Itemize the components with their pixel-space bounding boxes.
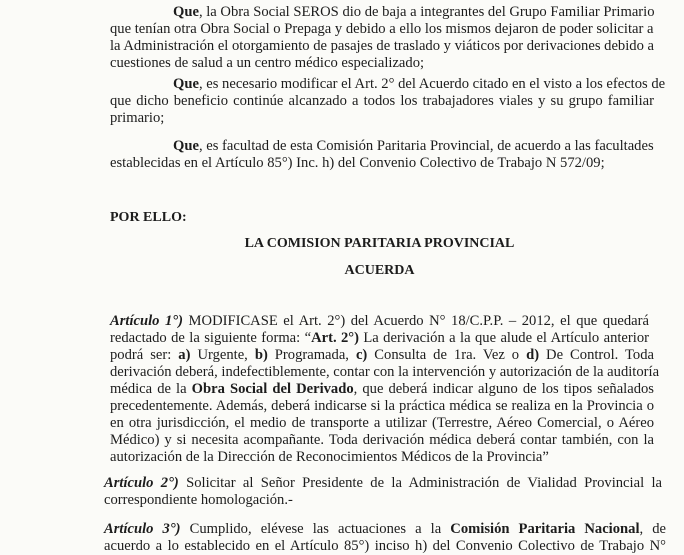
articulo-1-line-8: Médico) y si necesita acompañante. Toda derivación médica deberá contar también, con la: [110, 432, 654, 448]
considerando-2-line-2: que dicho beneficio continúe alcanzado a todos los trabajadores viales y su grupo familiar: [110, 93, 654, 109]
text: Comisión Paritaria Nacional: [450, 521, 640, 537]
articulo-1-line-4: derivación deberá, indefectiblemente, contar con la intervención y autorización de la auditoría: [110, 364, 660, 380]
text: a): [178, 347, 191, 363]
considerando-1-line-1: [173, 4, 655, 21]
articulo-1-label: Artículo 1°): [110, 313, 184, 329]
text: , la Obra Social SEROS dio de baja a integrantes del Grupo Familiar Primario: [198, 4, 655, 20]
acuerda-heading: ACUERDA: [344, 263, 415, 278]
text: b): [254, 347, 268, 363]
articulo-1-line-7: en otra jurisdicción, el medio de transporte a utilizar (Terrestre, Aéreo Comercial, o Aéreo: [110, 415, 654, 431]
articulo-1-line-9: autorización de la Dirección de Reconocimientos Médicos de la Provincia”: [110, 449, 549, 465]
considerando-1-line-4: cuestiones de salud a un centro médico especializado;: [110, 55, 425, 71]
text: podrá ser:: [110, 347, 179, 363]
text: Art. 2°): [311, 330, 359, 346]
articulo-2-line-1: [104, 475, 662, 492]
text: De Control. Toda: [539, 347, 654, 363]
articulo-1-line-1: [110, 313, 649, 330]
articulo-1-line-5: [110, 381, 654, 398]
considerando-3-line-1: [173, 138, 654, 155]
text: Urgente,: [190, 347, 255, 363]
articulo-1-line-6: precedentemente. Además, deberá indicarse si la práctica médica se realiza en la Provincia o: [110, 398, 654, 414]
text: médica de la: [110, 381, 192, 397]
articulo-1-line-2: [110, 330, 649, 347]
articulo-2-line-2: correspondiente homologación.-: [104, 492, 293, 508]
text: c): [355, 347, 368, 363]
considerando-1-line-3: la Administración el otorgamiento de pasajes de traslado y viáticos por derivaciones debido a: [110, 38, 655, 54]
text: Programada,: [267, 347, 356, 363]
text: , es necesario modificar el Art. 2° del Acuerdo citado en el visto a los efectos de: [198, 76, 666, 92]
articulo-3-line-2: acuerdo a lo establecido en el Artículo 85°) inciso h) del Convenio Colectivo de Trabajo N°: [104, 538, 666, 554]
considerando-1-line-2: que tenían otra Obra Social o Prepaga y debido a ello los mismos dejaron de poder solicitar a: [110, 21, 654, 37]
que-lead: Que: [173, 4, 199, 20]
articulo-1-line-3: [110, 347, 654, 364]
que-lead: Que: [173, 138, 199, 154]
comision-heading: LA COMISION PARITARIA PROVINCIAL: [244, 236, 515, 251]
text: MODIFICASE el Art. 2°) del Acuerdo N° 18/C.P.P. – 2012, el que quedará: [183, 313, 649, 329]
text: d): [526, 347, 540, 363]
text: redactado de la siguiente forma: “: [110, 330, 312, 346]
text: , es facultad de esta Comisión Paritaria Provincial, de acuerdo a las facultades: [198, 138, 654, 154]
articulo-3-line-1: [104, 521, 666, 538]
text: Consulta de 1ra. Vez o: [367, 347, 527, 363]
text: Obra Social del Derivado: [191, 381, 354, 397]
text: La derivación a la que alude el Artículo anterior: [359, 330, 649, 346]
articulo-2-label: Artículo 2°): [104, 475, 179, 491]
articulo-3-label: Artículo 3°): [104, 521, 181, 537]
text: , de: [639, 521, 666, 537]
que-lead: Que: [173, 76, 199, 92]
text: , que deberá indicar alguno de los tipos señalados: [353, 381, 654, 397]
considerando-2-line-3: primario;: [110, 110, 165, 126]
por-ello-heading: POR ELLO:: [110, 210, 187, 225]
text: Solicitar al Señor Presidente de la Administración de Vialidad Provincial la: [178, 475, 662, 491]
considerando-3-line-2: establecidas en el Artículo 85°) Inc. h) del Convenio Colectivo de Trabajo N 572/09;: [110, 155, 605, 171]
text: Cumplido, elévese las actuaciones a la: [180, 521, 451, 537]
considerando-2-line-1: [173, 76, 666, 93]
